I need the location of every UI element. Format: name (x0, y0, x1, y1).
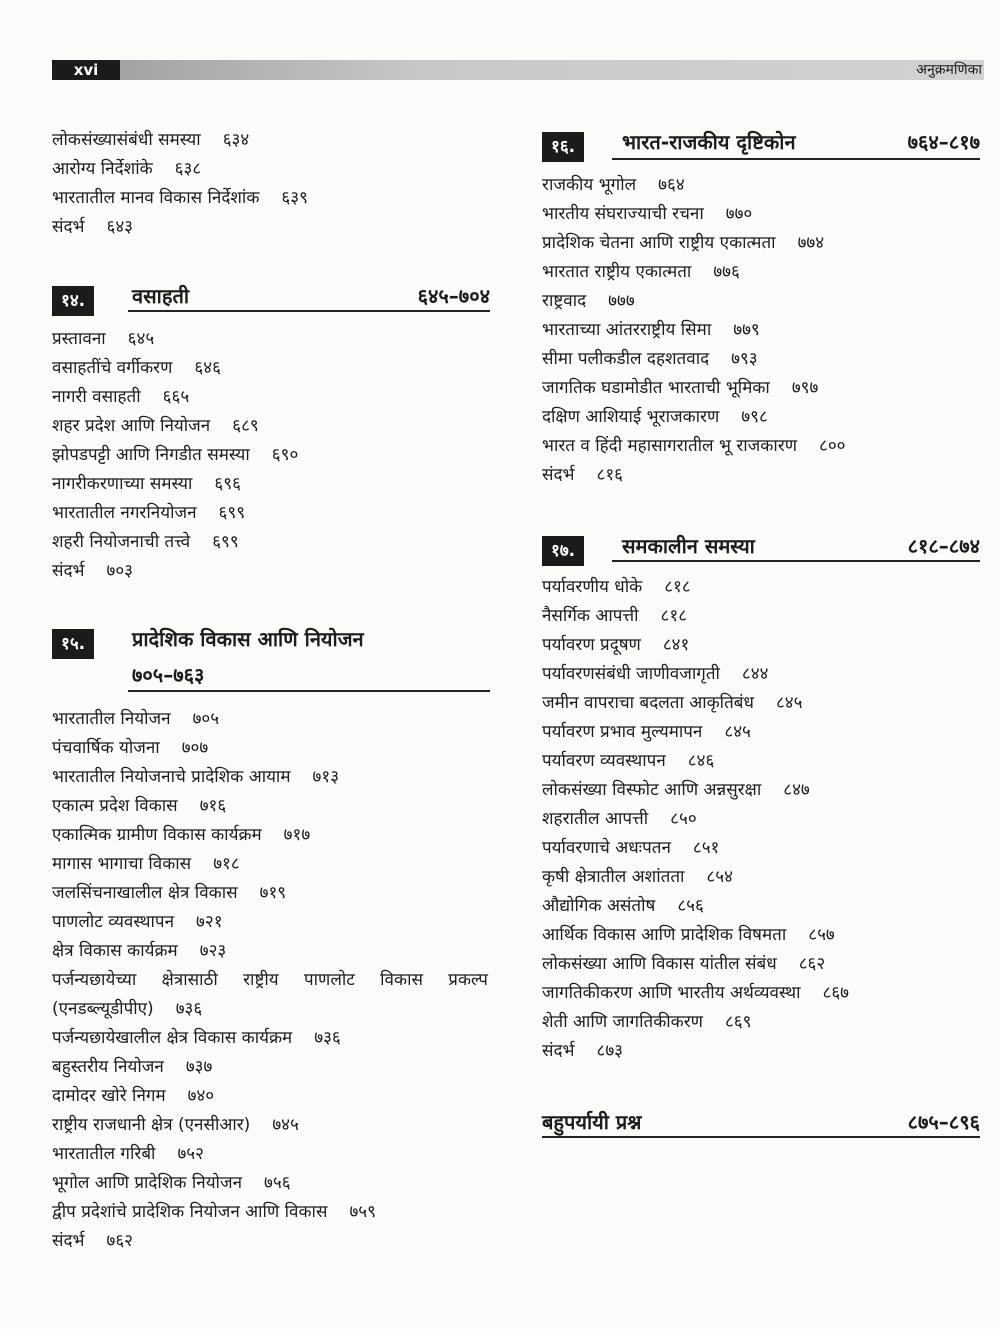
entry-page: ६४६ (194, 358, 221, 378)
page-number: xvi (52, 60, 120, 80)
entry-page: ७३६ (175, 999, 203, 1019)
entry-page: ७५६ (264, 1173, 291, 1193)
toc-entry (542, 1038, 623, 1064)
entry-page: ८१८ (664, 577, 691, 597)
entry-title: संदर्भ (52, 217, 85, 237)
toc-entry (52, 558, 133, 584)
toc-entry (542, 661, 768, 687)
toc-entry (542, 690, 802, 716)
entry-page: ७९८ (741, 407, 768, 427)
entry-page: ७०७ (181, 738, 209, 758)
chapter-title: समकालीन समस्या (622, 534, 755, 558)
entry-title: बहुस्तरीय नियोजन (52, 1057, 164, 1077)
entry-title: नागरी वसाहती (52, 387, 141, 407)
entry-title: पंचवार्षिक योजना (52, 738, 160, 758)
entry-title: झोपडपट्टी आणि निगडीत समस्या (52, 445, 250, 465)
entry-page: ७१८ (213, 854, 240, 874)
entry-title: पाणलोट व्यवस्थापन (52, 912, 175, 932)
toc-entry (542, 835, 719, 861)
toc-entry-wrapped (52, 967, 488, 993)
toc-entry (542, 1009, 752, 1035)
toc-entry (52, 127, 249, 153)
entry-page: ७९७ (791, 378, 819, 398)
entry-page: ८६९ (724, 1012, 752, 1032)
entry-title: भारतीय संघराज्याची रचना (542, 204, 704, 224)
mcq-rule (542, 1136, 980, 1138)
entry-page: ८४५ (775, 693, 803, 713)
entry-title: संदर्भ (542, 1041, 575, 1061)
mcq-heading (542, 1106, 980, 1148)
toc-entry (542, 748, 714, 774)
entry-page: ७१३ (312, 767, 340, 787)
toc-entry (542, 259, 740, 285)
entry-title: जागतिक घडामोडीत भारताची भूमिका (542, 378, 770, 398)
entry-title-word: क्षेत्रासाठी (161, 970, 218, 990)
chapter-number: १५. (52, 629, 94, 659)
entry-title: दामोदर खोरे निगम (52, 1086, 166, 1106)
entry-page: ७७६ (713, 262, 740, 282)
toc-entry (52, 500, 245, 526)
toc-entry (52, 880, 286, 906)
entry-title: शेती आणि जागतिकीकरण (542, 1012, 703, 1032)
toc-entry (52, 735, 208, 761)
chapter-14-rule (128, 310, 490, 312)
toc-entry (52, 1170, 291, 1196)
chapter-title: भारत-राजकीय दृष्टिकोन (622, 130, 796, 154)
entry-title: प्रादेशिक चेतना आणि राष्ट्रीय एकात्मता (542, 233, 776, 253)
running-title: अनुक्रमणिका (916, 62, 982, 78)
toc-entry (52, 413, 259, 439)
mcq-page-range: ८७५–८९६ (907, 1110, 980, 1134)
entry-title: पर्यावरण प्रभाव मुल्यमापन (542, 722, 703, 742)
toc-entry (52, 851, 240, 877)
toc-entry (542, 375, 818, 401)
entry-page: ६४३ (106, 217, 134, 237)
entry-page: ८४१ (662, 635, 690, 655)
entry-title-word: प्रकल्प (448, 970, 488, 990)
entry-page: ८५० (670, 809, 697, 829)
entry-title: जलसिंचनाखालील क्षेत्र विकास (52, 883, 238, 903)
entry-title: प्रस्तावना (52, 329, 106, 349)
entry-page: ७०५ (192, 709, 220, 729)
chapter-title: वसाहती (132, 284, 190, 308)
entry-page: ७१९ (259, 883, 287, 903)
toc-entry (52, 529, 239, 555)
entry-page: ७१७ (283, 825, 311, 845)
toc-entry (52, 1025, 341, 1051)
entry-title: आरोग्य निर्देशांके (52, 159, 153, 179)
entry-title: क्षेत्र विकास कार्यक्रम (52, 941, 178, 961)
chapter-title: प्रादेशिक विकास आणि नियोजन (132, 627, 364, 651)
toc-entry (52, 938, 226, 964)
chapter-number: १७. (542, 536, 584, 566)
toc-entry (52, 793, 226, 819)
entry-title: जमीन वापराचा बदलता आकृतिबंध (542, 693, 754, 713)
toc-entry (542, 632, 689, 658)
chapter-17-heading (542, 530, 980, 572)
chapter-17-rule (612, 560, 980, 562)
toc-entry (542, 603, 687, 629)
entry-page: ६३४ (222, 130, 250, 150)
entry-title: राष्ट्रीय राजधानी क्षेत्र (एनसीआर) (52, 1115, 251, 1135)
entry-title: मागास भागाचा विकास (52, 854, 192, 874)
chapter-16-heading (542, 126, 980, 168)
toc-entry (542, 893, 704, 919)
entry-title: एकात्मिक ग्रामीण विकास कार्यक्रम (52, 825, 262, 845)
entry-title: नागरीकरणाच्या समस्या (52, 474, 193, 494)
entry-title: वसाहतींचे वर्गीकरण (52, 358, 173, 378)
chapter-page-range: ८१८–८७४ (907, 534, 980, 558)
entry-page: ८४७ (783, 780, 810, 800)
chapter-16-rule (612, 158, 980, 160)
entry-page: ८७३ (596, 1041, 624, 1061)
entry-title: शहरी नियोजनाची तत्त्वे (52, 532, 191, 552)
toc-entry (52, 706, 219, 732)
toc-entry (52, 185, 308, 211)
entry-page: ७६२ (106, 1231, 134, 1251)
toc-entry (52, 156, 201, 182)
entry-title: भूगोल आणि प्रादेशिक नियोजन (52, 1173, 243, 1193)
toc-entry (542, 230, 824, 256)
header-bar (52, 60, 984, 80)
entry-title: लोकसंख्यासंबंधी समस्या (52, 130, 201, 150)
entry-title: नैसर्गिक आपत्ती (542, 606, 639, 626)
entry-page: ६४५ (127, 329, 155, 349)
entry-page: ६९० (271, 445, 299, 465)
toc-entry (52, 384, 189, 410)
entry-page: ६३९ (281, 188, 308, 208)
entry-title: आर्थिक विकास आणि प्रादेशिक विषमता (542, 925, 787, 945)
entry-page: ८५१ (692, 838, 720, 858)
entry-title: संदर्भ (52, 561, 85, 581)
entry-page: ७६४ (658, 175, 685, 195)
toc-entry (542, 864, 733, 890)
entry-title: एकात्म प्रदेश विकास (52, 796, 178, 816)
entry-title: लोकसंख्या आणि विकास यांतील संबंध (542, 954, 777, 974)
entry-page: ७०३ (106, 561, 134, 581)
entry-title: राजकीय भूगोल (542, 175, 637, 195)
entry-page: ७३७ (185, 1057, 213, 1077)
toc-entry (52, 764, 339, 790)
chapter-number: १६. (542, 132, 584, 162)
entry-page: ७५२ (177, 1144, 204, 1164)
chapter-page-range: ६४५–७०४ (417, 284, 490, 308)
toc-entry (52, 822, 310, 848)
entry-title: संदर्भ (542, 465, 575, 485)
entry-title: भारत व हिंदी महासागरातील भू राजकारण (542, 436, 797, 456)
entry-title: भारताच्या आंतरराष्ट्रीय सिमा (542, 320, 712, 340)
entry-page: ८१८ (660, 606, 688, 626)
toc-entry (52, 1228, 133, 1254)
toc-entry (52, 471, 241, 497)
toc-entry (52, 326, 154, 352)
entry-page: ६६५ (162, 387, 190, 407)
toc-entry (52, 909, 223, 935)
toc-entry (52, 214, 133, 240)
entry-page: ८१६ (596, 465, 624, 485)
toc-entry (542, 346, 758, 372)
entry-title: जागतिकीकरण आणि भारतीय अर्थव्यवस्था (542, 983, 801, 1003)
entry-page: ७२१ (196, 912, 223, 932)
entry-page: ८४६ (687, 751, 715, 771)
chapter-15-rule (128, 690, 490, 692)
entry-title: भारतात राष्ट्रीय एकात्मता (542, 262, 692, 282)
toc-entry (542, 317, 760, 343)
chapter-page-range: ७६४–८१७ (907, 130, 980, 154)
toc-entry (542, 172, 685, 198)
entry-page: ७७० (725, 204, 753, 224)
entry-page: ६३८ (174, 159, 202, 179)
toc-entry (542, 404, 768, 430)
entry-page: ८४४ (741, 664, 769, 684)
toc-entry (542, 462, 623, 488)
entry-title: भारतातील नियोजनाचे प्रादेशिक आयाम (52, 767, 291, 787)
toc-entry (52, 1083, 214, 1109)
entry-page: ८०० (819, 436, 846, 456)
mcq-title: बहुपर्यायी प्रश्न (542, 1110, 642, 1134)
toc-entry (52, 1199, 376, 1225)
entry-title: पर्यावरण प्रदूषण (542, 635, 641, 655)
entry-title: द्वीप प्रदेशांचे प्रादेशिक नियोजन आणि विकास (52, 1202, 328, 1222)
entry-title: पर्जन्यछायेखालील क्षेत्र विकास कार्यक्रम (52, 1028, 293, 1048)
toc-entry (542, 922, 835, 948)
toc-entry (542, 574, 691, 600)
toc-entry (542, 433, 846, 459)
chapter-page-range: ७०५–७६३ (132, 663, 205, 687)
chapter-14-heading (52, 280, 490, 322)
entry-title: सीमा पलीकडील दहशतवाद (542, 349, 710, 369)
entry-title: पर्यावरणसंबंधी जाणीवजागृती (542, 664, 720, 684)
entry-page: ८६२ (798, 954, 826, 974)
entry-title: भारतातील नगरनियोजन (52, 503, 197, 523)
entry-title-word: पर्जन्यछायेच्या (52, 970, 137, 990)
entry-page: ६८९ (232, 416, 259, 436)
entry-title: कृषी क्षेत्रातील अशांतता (542, 867, 685, 887)
toc-entry (542, 951, 825, 977)
toc-entry (542, 777, 810, 803)
toc-entry (52, 1141, 204, 1167)
entry-title: शहरातील आपत्ती (542, 809, 649, 829)
entry-page: ७३६ (314, 1028, 341, 1048)
entry-page: ८५६ (677, 896, 704, 916)
entry-title: भारतातील नियोजन (52, 709, 171, 729)
entry-page: ६९९ (212, 532, 239, 552)
entry-page: ७७७ (608, 291, 635, 311)
entry-title: दक्षिण आशियाई भूराजकारण (542, 407, 720, 427)
toc-entry (52, 442, 298, 468)
toc-entry (52, 1054, 212, 1080)
entry-page: ८५४ (706, 867, 733, 887)
entry-page: ७५९ (349, 1202, 376, 1222)
toc-entry (542, 201, 752, 227)
entry-page: ८४५ (724, 722, 751, 742)
entry-title: संदर्भ (52, 1231, 85, 1251)
entry-title-word: पाणलोट (303, 970, 355, 990)
toc-entry (52, 355, 221, 381)
entry-page: ८५७ (808, 925, 835, 945)
toc-entry-wrapped-continuation (52, 996, 202, 1022)
toc-entry (542, 719, 751, 745)
entry-title: भारतातील मानव विकास निर्देशांक (52, 188, 260, 208)
entry-page: ७७९ (733, 320, 760, 340)
entry-title: औद्योगिक असंतोष (542, 896, 656, 916)
entry-page: ८६७ (822, 983, 850, 1003)
toc-entry (542, 288, 635, 314)
entry-title-word: विकास (380, 970, 423, 990)
entry-title: भारतातील गरिबी (52, 1144, 156, 1164)
entry-page: ७९३ (731, 349, 758, 369)
entry-page: ७७४ (797, 233, 825, 253)
entry-page: ६९६ (214, 474, 241, 494)
entry-page: ७४० (187, 1086, 215, 1106)
entry-page: ६९९ (218, 503, 246, 523)
entry-title: राष्ट्रवाद (542, 291, 587, 311)
chapter-15-heading (52, 623, 490, 693)
entry-title-word: राष्ट्रीय (243, 970, 279, 990)
toc-entry (542, 980, 849, 1006)
entry-page: ७२३ (199, 941, 227, 961)
entry-title: पर्यावरणीय धोके (542, 577, 643, 597)
entry-page: ७४५ (272, 1115, 299, 1135)
entry-title: (एनडब्ल्यूडीपीए) (52, 999, 154, 1019)
entry-title: पर्यावरणाचे अधःपतन (542, 838, 671, 858)
entry-page: ७१६ (199, 796, 227, 816)
entry-title: शहर प्रदेश आणि नियोजन (52, 416, 211, 436)
toc-entry (542, 806, 697, 832)
entry-title: लोकसंख्या विस्फोट आणि अन्नसुरक्षा (542, 780, 762, 800)
entry-title: पर्यावरण व्यवस्थापन (542, 751, 666, 771)
toc-entry (52, 1112, 299, 1138)
chapter-number: १४. (52, 286, 94, 316)
